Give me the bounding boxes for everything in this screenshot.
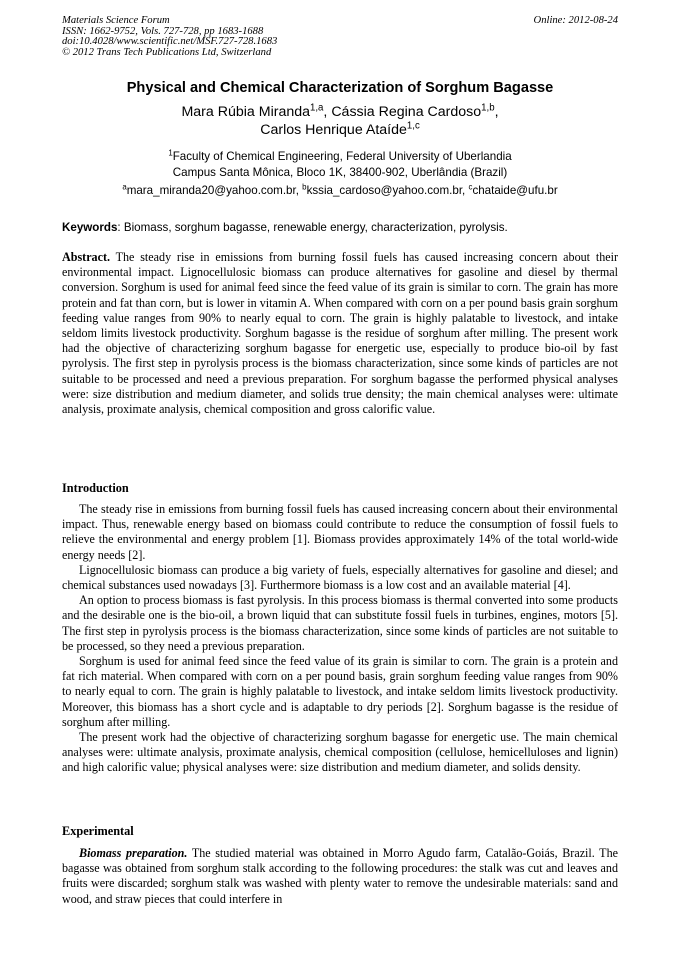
- experimental-heading: Experimental: [62, 824, 134, 838]
- author-name: Cássia Regina Cardoso: [331, 104, 482, 120]
- email-link[interactable]: kssia_cardoso@yahoo.com.br: [306, 184, 463, 197]
- paper-title: Physical and Chemical Characterization of Sorghum Bagasse: [126, 80, 554, 96]
- paragraph: The present work had the objective of characterizing sorghum bagasse for energetic use. The main chemical analyses were: ultimate analysis, proximate analysis, chemical composition (cellulose, hemicelluloses and lignin) and high calorific value; physical analyses were: size distribution and medium diameter, and solids density.: [62, 730, 618, 775]
- author-superscript: 1,c: [406, 120, 420, 132]
- paragraph-text: The studied material was obtained in Morro Agudo farm, Catalão-Goiás, Brazil. The bagasse was obtained from sorghum stalk according to the following procedures: the stalk was cut and leaves and fruits were discarded; sorghum stalk was washed with plenty water to remove the undesirable materials: sand and wood, and straw pieces that could interfere in: [62, 846, 618, 906]
- affiliation: [62, 149, 618, 180]
- introduction-body: [62, 502, 618, 776]
- keywords-label: Keywords: [62, 221, 118, 234]
- paragraph: The steady rise in emissions from burning fossil fuels has caused increasing concern about their environmental impact. Thus, renewable energy based on biomass could contribute to reduce the consumption of fossil fuels to relieve the environmental and energy problem [1]. Biomass provides approximately 14% of the total world-wide energy needs [2].: [62, 502, 618, 562]
- author-separator: ,: [494, 104, 499, 120]
- email-separator: ,: [295, 184, 303, 197]
- affiliation-line-1: Faculty of Chemical Engineering, Federal University of Uberlandia: [172, 150, 512, 163]
- author-name: Carlos Henrique Ataíde: [260, 122, 407, 138]
- journal-header: [62, 16, 618, 58]
- paragraph: [62, 846, 618, 907]
- keywords-text: : Biomass, sorghum bagasse, renewable energy, characterization, pyrolysis.: [117, 221, 508, 234]
- affiliation-superscript: 1: [168, 148, 173, 158]
- keywords: [62, 220, 618, 235]
- paragraph: An option to process biomass is fast pyrolysis. In this process biomass is thermal converted into some products and the desirable one is the bio-oil, a brown liquid that can substitute fossil fuels in turbines, engines, motors [5]. The first step in pyrolysis process is the biomass characterization, since some kinds of particles are not suitable to be processed, so they need a previous preparation.: [62, 593, 618, 653]
- email-superscript: c: [468, 182, 473, 192]
- abstract: [62, 250, 618, 417]
- author-name: Mara Rúbia Miranda: [181, 104, 311, 120]
- email-separator: ,: [462, 184, 469, 197]
- email-list: [62, 183, 618, 198]
- author-list: [62, 103, 618, 139]
- author-superscript: 1,b: [481, 102, 495, 114]
- paragraph: Sorghum is used for animal feed since the feed value of its grain is similar to corn. The grain is a protein and fat rich material. When compared with corn on a per pound basis, grain sorghum feeding value ranges from 90% to nearly equal to corn. The grain is highly palatable to livestock, and intake seldom limits livestock productivity. Moreover, this biomass has a short cycle and is adaptable to dry periods [2]. Sorghum bagasse is the residue of sorghum after milling.: [62, 654, 618, 729]
- issn-line: ISSN: 1662-9752, Vols. 727-728, pp 1683-1688: [62, 25, 264, 37]
- doi-line: doi:10.4028/www.scientific.net/MSF.727-728.1683: [62, 36, 278, 48]
- copyright-line: © 2012 Trans Tech Publications Ltd, Switzerland: [62, 46, 272, 58]
- email-link[interactable]: chataide@ufu.br: [472, 184, 558, 197]
- abstract-label: Abstract.: [62, 250, 111, 264]
- abstract-text: The steady rise in emissions from burning fossil fuels has caused increasing concern about their environmental impact. Lignocellulosic biomass can produce alternatives for gasoline and diesel by thermal conversion. Sorghum is used for animal feed since the feed value of its grain is similar to corn. The grain has more protein and fat than corn, but is lower in vitamin A. When compared with corn on a per pound basis grain sorghum feeding value ranges from 90% to nearly equal to corn. The grain is highly palatable to livestock, and intake seldom limits livestock productivity. Sorghum bagasse is the residue of sorghum after milling. The present work had the objective of characterizing sorghum bagasse for energetic use, especially to produce bio-oil by fast pyrolysis. The first step in pyrolysis process is the biomass characterization, since some kinds of particles are not suitable to be processed and need a previous preparation. For sorghum bagasse the performed physical analyses were: size distribution and medium diameter, and solids true density; the main chemical analyses were: ultimate analysis, proximate analysis, chemical composition and gross calorific value.: [62, 250, 618, 417]
- email-link[interactable]: mara_miranda20@yahoo.com.br: [126, 184, 296, 197]
- journal-name: Materials Science Forum: [62, 15, 170, 26]
- online-date: Online: 2012-08-24: [533, 15, 618, 26]
- author-separator: ,: [323, 104, 332, 120]
- email-superscript: a: [122, 182, 127, 192]
- run-in-heading: Biomass preparation.: [79, 846, 188, 860]
- email-superscript: b: [302, 182, 307, 192]
- affiliation-line-2: Campus Santa Mônica, Bloco 1K, 38400-902, Uberlândia (Brazil): [172, 165, 508, 179]
- paragraph: Lignocellulosic biomass can produce a big variety of fuels, especially alternatives for gasoline and diesel; and chemical substances used nowadays [3]. Furthermore biomass is a low cost and an available material [4].: [62, 562, 618, 593]
- experimental-body: [62, 846, 618, 907]
- author-superscript: 1,a: [310, 102, 324, 114]
- introduction-heading: Introduction: [62, 481, 129, 495]
